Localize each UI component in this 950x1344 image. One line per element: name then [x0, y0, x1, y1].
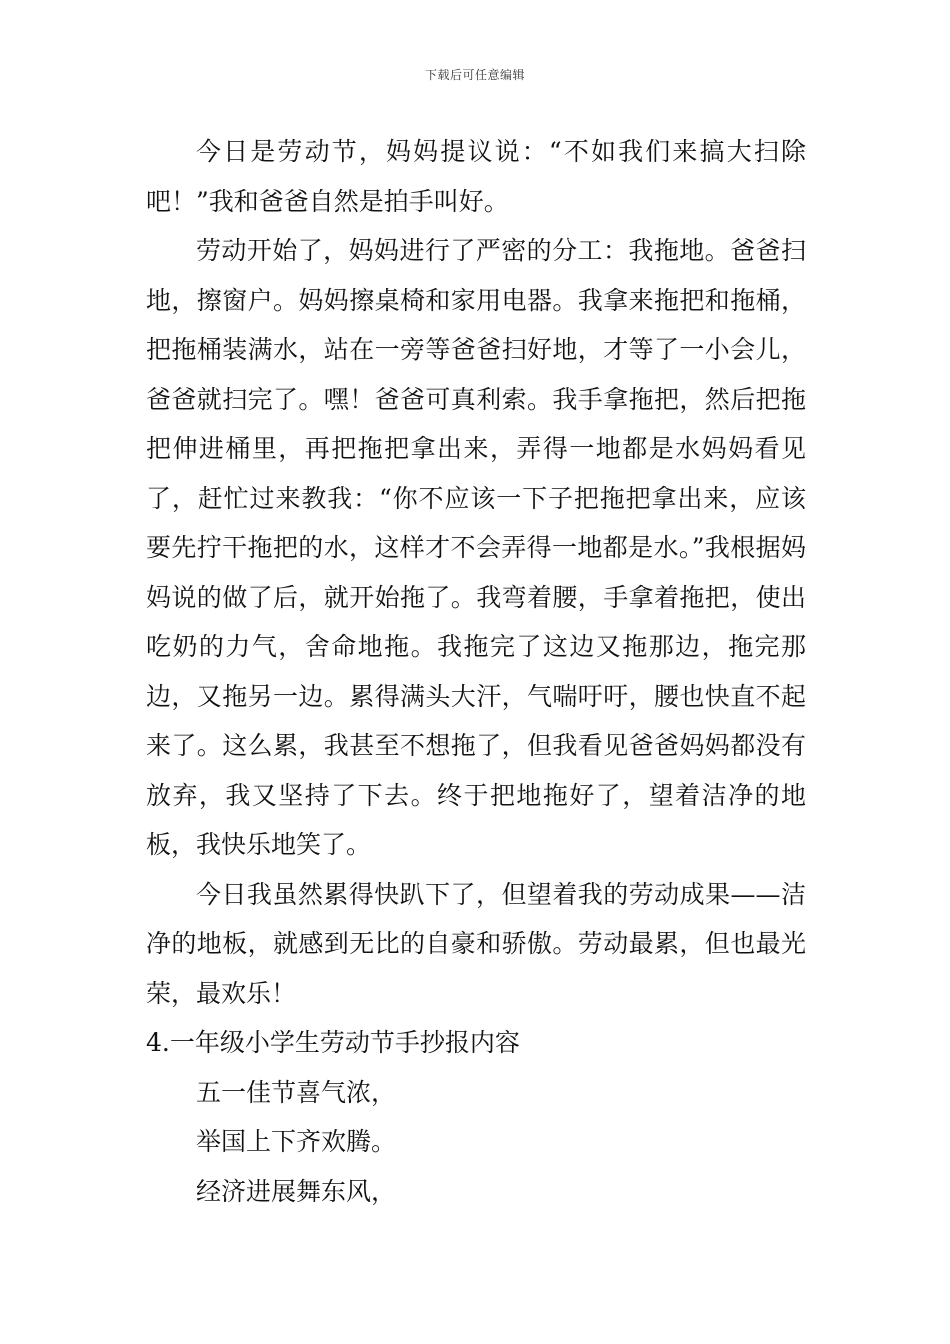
paragraph: 今日我虽然累得快趴下了，但望着我的劳动成果——洁净的地板，就感到无比的自豪和骄傲。劳动最累，但也最光荣，最欢乐！	[146, 879, 806, 1008]
paragraph: 今日是劳动节，妈妈提议说：“不如我们来搞大扫除吧！”我和爸爸自然是拍手叫好。	[146, 137, 806, 216]
paragraph: 劳动开始了，妈妈进行了严密的分工：我拖地。爸爸扫地，擦窗户。妈妈擦桌椅和家用电器。我拿来拖把和拖桶，把拖桶装满水，站在一旁等爸爸扫好地，才等了一小会儿，爸爸就扫完了。嘿！爸爸可真利索。我手拿拖把，然后把拖把伸进桶里，再把拖把拿出来，弄得一地都是水妈妈看见了，赶忙过来教我：“你不应该一下子把拖把拿出来，应该要先拧干拖把的水，这样才不会弄得一地都是水。”我根据妈妈说的做了后，就开始拖了。我弯着腰，手拿着拖把，使出吃奶的力气，舍命地拖。我拖完了这边又拖那边，拖完那边，又拖另一边。累得满头大汗，气喘吁吁，腰也快直不起来了。这么累，我甚至不想拖了，但我看见爸爸妈妈都没有放弃，我又坚持了下去。终于把地拖好了，望着洁净的地板，我快乐地笑了。	[146, 236, 806, 859]
page-header: 下载后可任意编辑	[424, 68, 525, 82]
document-body	[146, 127, 806, 1216]
poem-line: 五一佳节喜气浓，	[196, 1077, 397, 1107]
poem-line: 经济进展舞东风，	[196, 1176, 397, 1206]
poem-line: 举国上下齐欢腾。	[196, 1127, 397, 1156]
section-heading: 4.一年级小学生劳动节手抄报内容	[146, 1028, 520, 1057]
